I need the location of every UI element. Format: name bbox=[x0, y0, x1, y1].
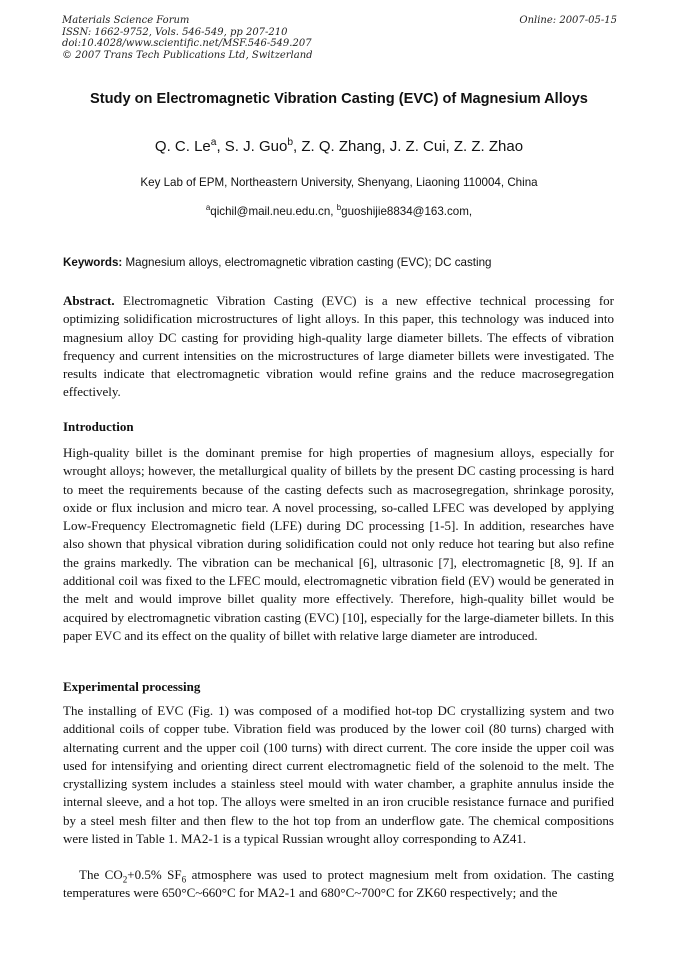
doi: doi:10.4028/www.scientific.net/MSF.546-549.207 bbox=[62, 38, 312, 49]
email-a-sup: a bbox=[205, 203, 211, 213]
p2-text-c: atmosphere was used to protect magnesium melt from oxidation. The casting temperatures were 650°C~660°C for MA2-1 and 680°C~700°C for ZK60 respectively; and the bbox=[63, 867, 614, 901]
author-1-sup: a bbox=[210, 137, 217, 148]
abstract-text: Electromagnetic Vibration Casting (EVC) is a new effective technical processing for optimizing solidification microstructures of light alloys. In this paper, this technology was induced into magnesium alloy DC casting for providing high-quality large diameter billets. The effects of vibration frequency and current intensities on the microstructures of large diameter billets were investigated. The results indicate that electromagnetic vibration would refine grains and the reduce macrosegregation effectively. bbox=[63, 293, 614, 400]
other-authors: , Z. Q. Zhang, J. Z. Cui, Z. Z. Zhao bbox=[293, 138, 524, 155]
author-2: , S. J. Guo bbox=[216, 138, 288, 155]
keywords-text: Magnesium alloys, electromagnetic vibration casting (EVC); DC casting bbox=[122, 256, 492, 269]
email-b: guoshijie8834@163.com, bbox=[341, 205, 473, 218]
issn: ISSN: 1662-9752, Vols. 546-549, pp 207-210 bbox=[62, 26, 288, 38]
p2-sub-1: 2 bbox=[122, 874, 128, 885]
author-1: Q. C. Le bbox=[154, 138, 211, 155]
journal-header bbox=[62, 15, 617, 61]
keywords bbox=[63, 256, 618, 269]
introduction-heading: Introduction bbox=[63, 419, 134, 434]
experimental-paragraph-1: The installing of EVC (Fig. 1) was composed of a modified hot-top DC crystallizing system and two additional coils of copper tube. Vibration field was produced by the lower coil (80 turns) charged with alternating current and the upper coil (100 turns) with direct current. The core inside the upper coil was used for intensifying and orienting direct current electromagnetic field of the solenoid to the melt. The crystallizing system includes a stainless steel mould with water chamber, a graphite annulus inside the internal sleeve, and a hot top. The alloys were smelted in an iron crucible resistance furnace and purified by a steel mesh filter and then flew to the hot top from an underflow gate. The chemical compositions were listed in Table 1. MA2-1 is a typical Russian wrought alloy corresponding to AZ41. bbox=[63, 703, 614, 847]
copyright: © 2007 Trans Tech Publications Ltd, Switzerland bbox=[62, 49, 313, 61]
email-a: qichil@mail.neu.edu.cn, bbox=[210, 205, 337, 218]
online-date: Online: 2007-05-15 bbox=[519, 15, 617, 26]
experimental-paragraph-2 bbox=[63, 866, 614, 903]
p2-text-b: +0.5% SF bbox=[127, 867, 182, 882]
p2-text-a: The CO bbox=[79, 867, 123, 882]
experimental-heading: Experimental processing bbox=[63, 679, 201, 694]
email-b-sup: b bbox=[336, 203, 342, 213]
abstract-label: Abstract. bbox=[63, 293, 115, 308]
affiliation: Key Lab of EPM, Northeastern University, Shenyang, Liaoning 110004, China bbox=[140, 176, 538, 189]
author-2-sup: b bbox=[287, 137, 293, 148]
abstract bbox=[63, 292, 614, 402]
author-emails bbox=[40, 205, 638, 218]
journal-name: Materials Science Forum bbox=[62, 15, 190, 26]
introduction-text: High-quality billet is the dominant premise for high properties of magnesium alloys, especially for wrought alloys; however, the metallurgical quality of billets by the present DC casting processing is hard to meet the requirements because of the casting defects such as macrosegregation, shrinkage porosity, oxide or flux inclusion and micro tear. A novel processing, so-called LFEC was developed by applying Low-Frequency Electromagnetic field (LFE) during DC processing [1-5]. In addition, researches have also shown that physical vibration during solidification could not only reduce hot tearing but also refine the grains markedly. The vibration can be mechanical [6], ultrasonic [7], electromagnetic [8, 9]. If an additional coil was fixed to the LFEC mould, electromagnetic vibration field (EV) would be generated in the melt and would improve billet quality more effectively. Therefore, high-quality billet would be acquired by electromagnetic vibration casting (EVC) [10], especially for the large-diameter billets. In this paper EVC and its effect on the quality of billet with relative large diameter are introduced. bbox=[63, 445, 614, 643]
paper-title: Study on Electromagnetic Vibration Casting (EVC) of Magnesium Alloys bbox=[90, 91, 588, 107]
p2-sub-2: 6 bbox=[181, 874, 187, 885]
keywords-label: Keywords: bbox=[63, 256, 123, 269]
author-list bbox=[40, 138, 638, 155]
